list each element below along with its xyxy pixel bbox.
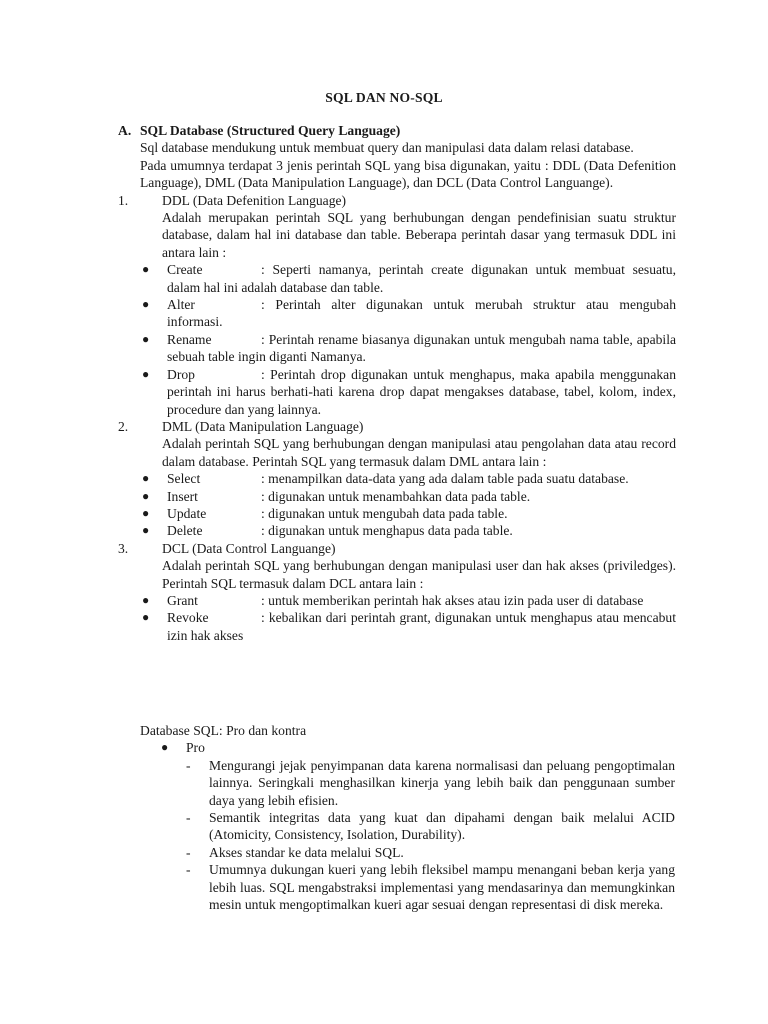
section-a-marker: A. [118, 123, 132, 138]
bullet-term: Insert [167, 488, 198, 504]
dash-icon: - [186, 810, 191, 826]
pro-item-text: Semantik integritas data yang kuat dan dipahami dengan baik melalui ACID (Atomicity, Consistency, Isolation, Durability). [209, 810, 675, 843]
pro-item [186, 861, 675, 913]
list-item-title: DCL (Data Control Languange) [162, 540, 336, 556]
section-a [118, 122, 676, 644]
bullet-text: : Perintah drop digunakan untuk menghapus, maka apabila menggunakan perintah ini harus berhati-hati karena drop dapat mengakses database, tabel, kolom, index, procedure dan yang lainnya. [167, 366, 676, 417]
bullet-grant [142, 592, 676, 609]
pro-item [186, 844, 675, 861]
bullet-icon: ● [142, 331, 150, 346]
doc-title: SQL DAN NO-SQL [325, 90, 443, 105]
dash-icon: - [186, 862, 191, 878]
bullet-icon: ● [142, 471, 150, 486]
bullet-drop [142, 366, 676, 418]
bullet-revoke [142, 609, 676, 644]
bullet-text: : digunakan untuk menambahkan data pada table. [261, 488, 531, 504]
bullet-create [142, 261, 676, 296]
bullet-term: Select [167, 471, 201, 487]
list-item-dml [118, 418, 676, 470]
bullet-icon: ● [142, 592, 150, 607]
bullet-term: Delete [167, 523, 203, 539]
bullet-icon: ● [142, 488, 150, 503]
pro-item-text: Umumnya dukungan kueri yang lebih fleksibel mampu menangani beban kerja yang lebih luas. SQL mengabstraksi implementasi yang mendasarinya dan memungkinkan mesin untuk mengoptimalkan kueri agar sesuai dengan representasi di disk mereka. [209, 862, 675, 913]
pro-label: Pro [186, 740, 205, 756]
list-item-desc: Adalah merupakan perintah SQL yang berhubungan dengan pendefinisian suatu struktur database, dalam hal ini database dan table. Beberapa perintah dasar yang termasuk DDL ini antara lain : [162, 210, 676, 260]
pro-item [186, 757, 675, 809]
pro-item [186, 809, 675, 844]
bullet-icon: ● [142, 610, 150, 625]
list-number: 2. [118, 418, 129, 434]
list-item-ddl [118, 192, 676, 262]
section-a-para1: Sql database mendukung untuk membuat query dan manipulasi data dalam relasi database. [140, 140, 634, 156]
bullet-alter [142, 296, 676, 331]
bullet-insert [142, 488, 676, 505]
bullet-text: : digunakan untuk mengubah data pada table. [261, 505, 508, 521]
bullet-icon: ● [142, 523, 150, 538]
bullet-text: : untuk memberikan perintah hak akses atau izin pada user di database [261, 592, 644, 608]
list-item-desc: Adalah perintah SQL yang berhubungan dengan manipulasi atau pengolahan data atau record dalam database. Perintah SQL yang termasuk dalam DML antara lain : [162, 436, 676, 469]
bullet-text: : digunakan untuk menghapus data pada table. [261, 523, 513, 539]
list-item-dcl [118, 540, 676, 592]
bullet-term: Drop [167, 366, 195, 382]
list-item-title: DML (Data Manipulation Language) [162, 418, 364, 434]
bullet-text: : Perintah rename biasanya digunakan untuk mengubah nama table, apabila sebuah table ingin diganti Namanya. [167, 331, 676, 365]
list-number: 1. [118, 192, 129, 208]
bullet-delete [142, 522, 676, 539]
bullet-term: Update [167, 505, 207, 521]
bullet-text: : kebalikan dari perintah grant, digunakan untuk menghapus atau mencabut izin hak akses [167, 610, 676, 643]
list-item-title: DDL (Data Defenition Language) [162, 192, 347, 208]
pro-kontra-heading: Database SQL: Pro dan kontra [140, 723, 307, 738]
bullet-icon: ● [142, 262, 150, 277]
pro-item-text: Mengurangi jejak penyimpanan data karena normalisasi dan peluang pengoptimalan lainnya. Seringkali menghasilkan kinerja yang lebih baik dan penggunaan sumber daya yang lebih efisien. [209, 757, 675, 808]
section-a-para2: Pada umumnya terdapat 3 jenis perintah SQL yang bisa digunakan, yaitu : DDL (Data Defenition Language), DML (Data Manipulation Language), dan DCL (Data Control Languange). [140, 157, 676, 191]
bullet-rename [142, 331, 676, 366]
bullet-term: Grant [167, 592, 198, 608]
list-number: 3. [118, 540, 129, 556]
section-a-title: SQL Database (Structured Query Language) [140, 123, 401, 138]
bullet-term: Rename [167, 331, 212, 347]
dash-icon: - [186, 757, 191, 773]
bullet-icon: ● [142, 505, 150, 520]
bullet-text: : Seperti namanya, perintah create digunakan untuk membuat sesuatu, dalam hal ini adalah database dan table. [167, 262, 676, 295]
bullet-term: Create [167, 262, 203, 278]
dash-icon: - [186, 844, 191, 860]
bullet-term: Alter [167, 297, 195, 313]
section-a-heading [118, 122, 676, 139]
bullet-text: : menampilkan data-data yang ada dalam table pada suatu database. [261, 471, 629, 487]
bullet-term: Revoke [167, 610, 209, 626]
section-pro-kontra [140, 722, 675, 913]
bullet-icon: ● [142, 366, 150, 381]
bullet-text: : Perintah alter digunakan untuk merubah struktur atau mengubah informasi. [167, 297, 676, 330]
pro-label-item [161, 739, 675, 756]
bullet-update [142, 505, 676, 522]
list-item-desc: Adalah perintah SQL yang berhubungan dengan manipulasi user dan hak akses (priviledges). Perintah SQL termasuk dalam DCL antara lain : [162, 558, 676, 591]
bullet-icon: ● [142, 297, 150, 312]
pro-item-text: Akses standar ke data melalui SQL. [209, 844, 404, 860]
bullet-icon: ● [161, 740, 169, 755]
bullet-select [142, 470, 676, 487]
